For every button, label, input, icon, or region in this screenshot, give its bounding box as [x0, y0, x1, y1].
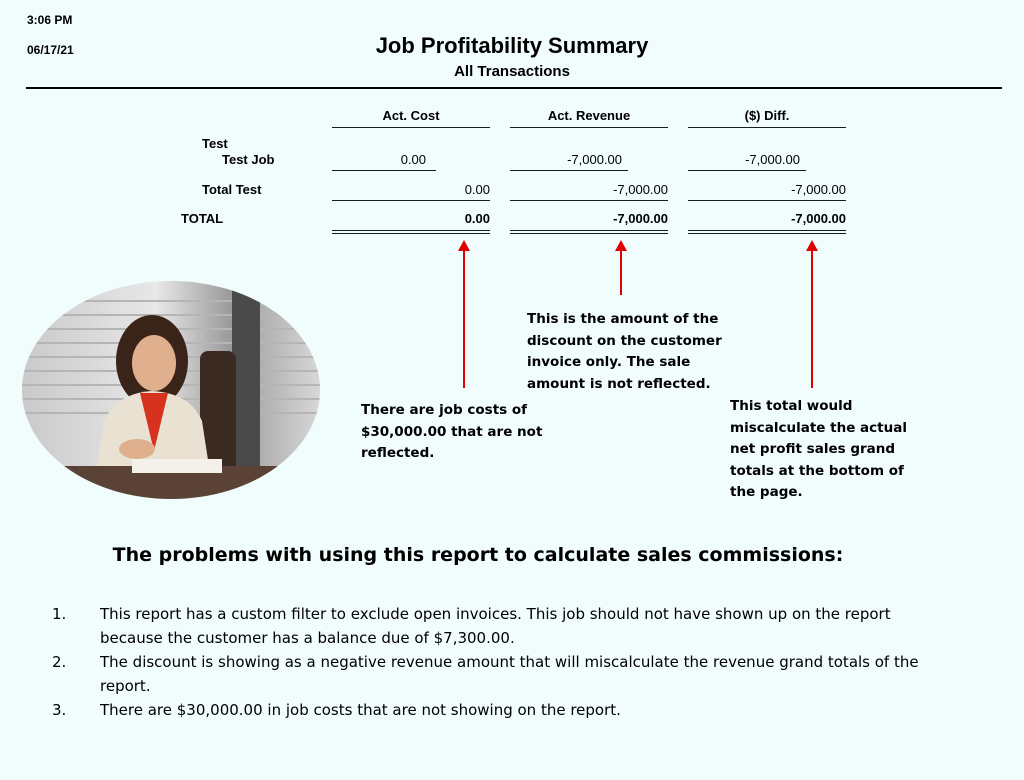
businesswoman-illustration [22, 281, 320, 499]
subtotal-underline [332, 200, 490, 201]
cell-total-test-cost: 0.00 [464, 182, 490, 197]
report-time: 3:06 PM [27, 13, 73, 27]
row-label-test-job: Test Job [222, 152, 275, 167]
cell-underline [332, 170, 436, 171]
column-header-underline [510, 127, 668, 128]
subtotal-underline [688, 200, 846, 201]
total-double-underline [332, 230, 490, 234]
column-header-diff: ($) Diff. [744, 108, 790, 123]
cell-test-job-cost: 0.00 [400, 152, 426, 167]
diff-note: This total would miscalculate the actual net profit sales grand totals at the bottom of the page. [730, 398, 907, 500]
problem-item: The discount is showing as a negative revenue amount that will miscalculate the revenue grand totals of the report. [100, 653, 919, 695]
header-rule [26, 87, 1002, 89]
cell-total-revenue: -7,000.00 [613, 211, 668, 226]
cell-test-job-revenue: -7,000.00 [567, 152, 622, 167]
problems-heading: The problems with using this report to calculate sales commissions: [112, 544, 844, 566]
cell-test-job-diff: -7,000.00 [745, 152, 800, 167]
problem-number: 1. [52, 605, 67, 623]
total-double-underline [510, 230, 668, 234]
column-header-act-revenue: Act. Revenue [547, 108, 631, 123]
report-title: Job Profitability Summary [375, 33, 649, 58]
cell-total-cost: 0.00 [464, 211, 490, 226]
problem-number: 3. [52, 701, 67, 719]
cell-total-test-revenue: -7,000.00 [613, 182, 668, 197]
problem-number: 2. [52, 653, 67, 671]
row-label-total: TOTAL [181, 211, 224, 226]
cost-note: There are job costs of $30,000.00 that are not reflected. [361, 402, 543, 461]
cell-underline [510, 170, 628, 171]
column-header-act-cost: Act. Cost [382, 108, 440, 123]
row-label-total-test: Total Test [202, 182, 262, 197]
arrow-diff-line [811, 250, 813, 388]
report-subtitle: All Transactions [454, 63, 570, 80]
report-date: 06/17/21 [27, 43, 74, 57]
cell-total-diff: -7,000.00 [791, 211, 846, 226]
column-header-underline [332, 127, 490, 128]
revenue-note: This is the amount of the discount on the customer invoice only. The sale amount is not reflected. [527, 311, 722, 392]
arrow-revenue-line [620, 250, 622, 295]
row-label-test: Test [202, 136, 228, 151]
arrow-cost-line [463, 250, 465, 388]
cell-total-test-diff: -7,000.00 [791, 182, 846, 197]
subtotal-underline [510, 200, 668, 201]
problem-item: There are $30,000.00 in job costs that are not showing on the report. [100, 701, 621, 719]
problem-item: This report has a custom filter to exclude open invoices. This job should not have shown up on the report because the customer has a balance due of $7,300.00. [100, 605, 891, 647]
total-double-underline [688, 230, 846, 234]
businesswoman-photo [22, 281, 320, 499]
cell-underline [688, 170, 806, 171]
column-header-underline [688, 127, 846, 128]
